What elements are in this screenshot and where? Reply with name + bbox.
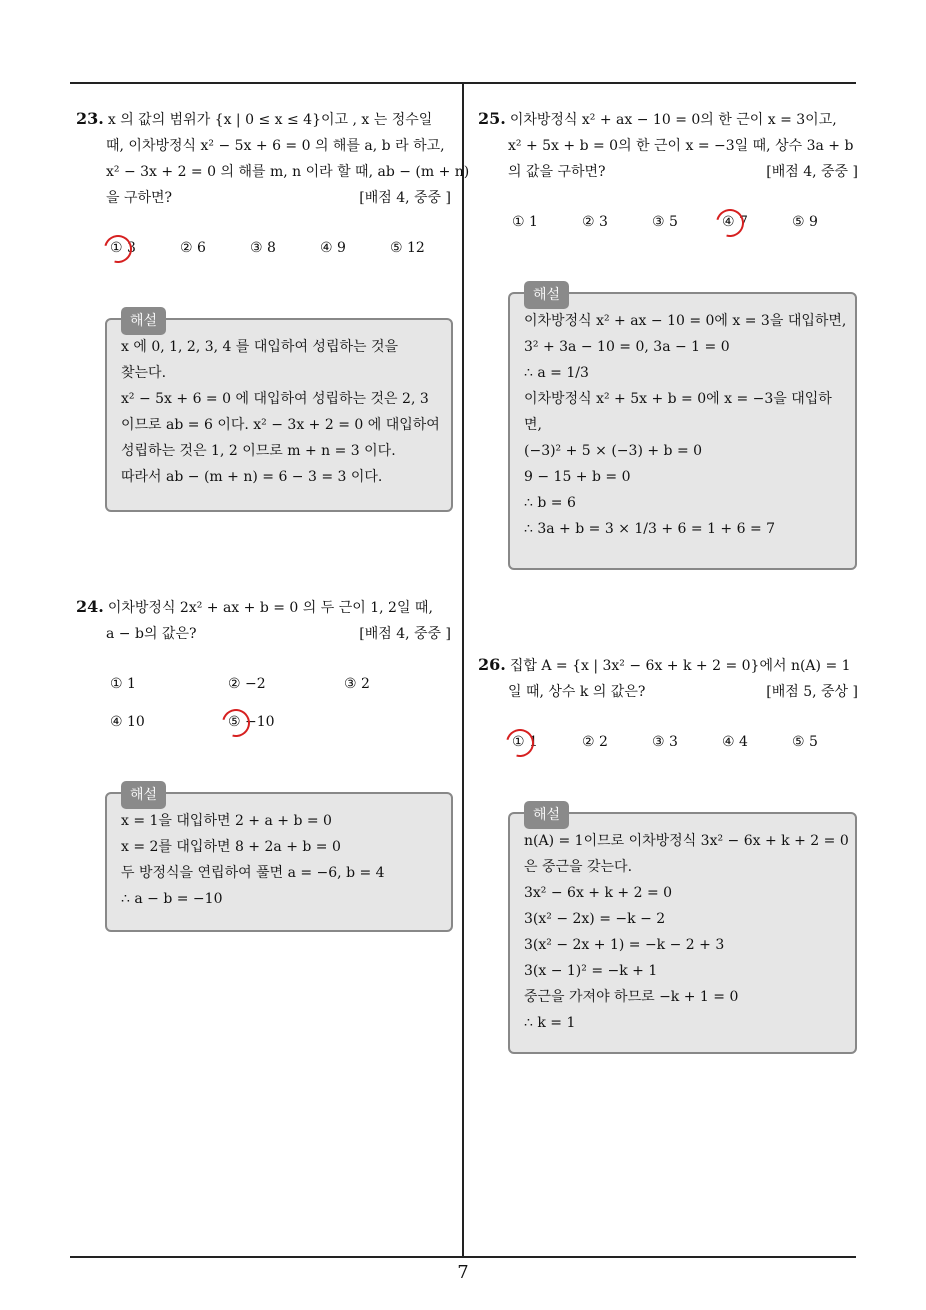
choices-26 xyxy=(512,734,818,750)
explanation-line: 3x² − 6x + k + 2 = 0 xyxy=(524,885,673,901)
explanation-line: 3(x² − 2x + 1) = −k − 2 + 3 xyxy=(524,937,725,953)
choice-5[interactable]: ⑤ 9 xyxy=(792,214,818,230)
explanation-box-23 xyxy=(105,313,453,512)
question-text-line: x 의 값의 범위가 {x | 0 ≤ x ≤ 4}이고 , x 는 정수일 xyxy=(107,112,433,128)
explanation-tag: 해설 xyxy=(524,281,569,309)
choice-1[interactable]: ① 1 xyxy=(110,676,136,692)
explanation-tag: 해설 xyxy=(121,307,166,335)
question-number: 26. xyxy=(478,655,506,674)
question-number: 24. xyxy=(76,597,104,616)
explanation-line: (−3)² + 5 × (−3) + b = 0 xyxy=(524,443,703,459)
explanation-tag: 해설 xyxy=(121,781,166,809)
choice-5[interactable]: ⑤ 5 xyxy=(792,734,818,750)
page-number: 7 xyxy=(457,1262,469,1283)
question-number: 23. xyxy=(76,109,104,128)
question-text-line: 이차방정식 2x² + ax + b = 0 의 두 근이 1, 2일 때, xyxy=(107,600,433,616)
question-text-line: x² − 3x + 2 = 0 의 해를 m, n 이라 할 때, ab − (m + n) xyxy=(106,164,470,180)
choice-3[interactable]: ③ 5 xyxy=(652,214,678,230)
choice-3[interactable]: ③ 2 xyxy=(344,676,370,692)
explanation-line: 3² + 3a − 10 = 0, 3a − 1 = 0 xyxy=(524,339,730,355)
explanation-box-25 xyxy=(508,287,857,570)
choice-2[interactable]: ② −2 xyxy=(228,676,266,692)
question-meta: [배점 5, 중상 ] xyxy=(766,684,858,700)
choice-5[interactable]: ⑤ 12 xyxy=(390,240,425,256)
explanation-line: 중근을 가져야 하므로 −k + 1 = 0 xyxy=(524,989,739,1005)
choice-3[interactable]: ③ 8 xyxy=(250,240,276,256)
explanation-line: ∴ a − b = −10 xyxy=(121,891,223,907)
explanation-line: 이므로 ab = 6 이다. x² − 3x + 2 = 0 에 대입하여 xyxy=(121,417,440,433)
explanation-line: ∴ a = 1/3 xyxy=(524,365,589,381)
choice-4[interactable]: ④ 4 xyxy=(722,734,748,750)
choices-25 xyxy=(512,214,818,230)
choices-24 xyxy=(110,676,370,730)
question-meta: [배점 4, 중중 ] xyxy=(766,164,858,180)
choice-4[interactable]: ④ 10 xyxy=(110,714,145,730)
explanation-line: 3(x − 1)² = −k + 1 xyxy=(524,963,658,979)
choice-2[interactable]: ② 6 xyxy=(180,240,206,256)
choice-5[interactable]: ⑤ −10 xyxy=(228,714,275,730)
explanation-line: 이차방정식 x² + ax − 10 = 0에 x = 3을 대입하면, xyxy=(524,313,847,329)
choice-1[interactable]: ① 1 xyxy=(512,734,538,750)
explanation-line: 따라서 ab − (m + n) = 6 − 3 = 3 이다. xyxy=(121,469,383,485)
choice-1[interactable]: ① 1 xyxy=(512,214,538,230)
explanation-tag: 해설 xyxy=(524,801,569,829)
choice-3[interactable]: ③ 3 xyxy=(652,734,678,750)
question-25 xyxy=(478,106,858,185)
question-number: 25. xyxy=(478,109,506,128)
explanation-line: 성립하는 것은 1, 2 이므로 m + n = 3 이다. xyxy=(121,443,396,459)
explanation-line: x 에 0, 1, 2, 3, 4 를 대입하여 성립하는 것을 xyxy=(121,339,399,355)
question-text-line: 집합 A = {x | 3x² − 6x + k + 2 = 0}에서 n(A) = 1 xyxy=(509,658,851,674)
question-text-line: 이차방정식 x² + ax − 10 = 0의 한 근이 x = 3이고, xyxy=(509,112,837,128)
question-text-line: 일 때, 상수 k 의 값은? xyxy=(508,684,646,700)
choice-1[interactable]: ① 3 xyxy=(110,240,136,256)
question-text-line: 의 값을 구하면? xyxy=(508,164,606,180)
explanation-line: 두 방정식을 연립하여 풀면 a = −6, b = 4 xyxy=(121,865,385,881)
explanation-line: x² − 5x + 6 = 0 에 대입하여 성립하는 것은 2, 3 xyxy=(121,391,429,407)
explanation-line: 찾는다. xyxy=(121,365,167,381)
explanation-line: 이차방정식 x² + 5x + b = 0에 x = −3을 대입하 xyxy=(524,391,832,407)
choice-2[interactable]: ② 3 xyxy=(582,214,608,230)
explanation-line: 은 중근을 갖는다. xyxy=(524,859,633,875)
question-23 xyxy=(76,106,470,211)
question-26 xyxy=(478,652,858,705)
explanation-line: 9 − 15 + b = 0 xyxy=(524,469,631,485)
explanation-box-26 xyxy=(508,807,857,1054)
explanation-line: n(A) = 1이므로 이차방정식 3x² − 6x + k + 2 = 0 xyxy=(524,833,849,849)
explanation-line: x = 2를 대입하면 8 + 2a + b = 0 xyxy=(121,839,341,855)
question-24 xyxy=(76,594,451,647)
question-text-line: 때, 이차방정식 x² − 5x + 6 = 0 의 해를 a, b 라 하고, xyxy=(106,138,445,154)
explanation-line: ∴ k = 1 xyxy=(524,1015,576,1031)
question-text-line: 을 구하면? xyxy=(106,190,173,206)
question-meta: [배점 4, 중중 ] xyxy=(359,626,451,642)
question-meta: [배점 4, 중중 ] xyxy=(359,190,451,206)
explanation-line: 면, xyxy=(524,417,542,433)
bottom-rule xyxy=(70,1256,856,1258)
choice-4[interactable]: ④ 7 xyxy=(722,214,748,230)
choices-23 xyxy=(110,240,425,256)
explanation-line: ∴ b = 6 xyxy=(524,495,576,511)
explanation-box-24 xyxy=(105,787,453,932)
choice-4[interactable]: ④ 9 xyxy=(320,240,346,256)
explanation-line: 3(x² − 2x) = −k − 2 xyxy=(524,911,666,927)
question-text-line: a − b의 값은? xyxy=(106,626,197,642)
explanation-line: ∴ 3a + b = 3 × 1/3 + 6 = 1 + 6 = 7 xyxy=(524,521,776,537)
choice-2[interactable]: ② 2 xyxy=(582,734,608,750)
question-text-line: x² + 5x + b = 0의 한 근이 x = −3일 때, 상수 3a + b xyxy=(508,138,854,154)
column-divider xyxy=(462,82,464,1258)
explanation-line: x = 1을 대입하면 2 + a + b = 0 xyxy=(121,813,332,829)
